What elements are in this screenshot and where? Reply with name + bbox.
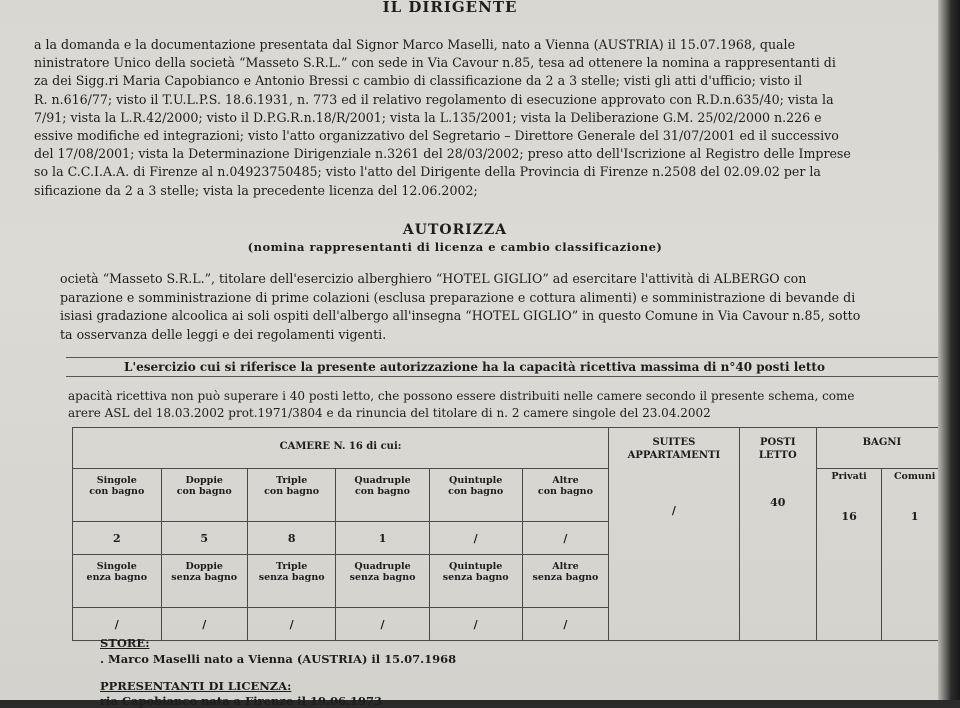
capacity-note-line: apacità ricettiva non può superare i 40 posti letto, che possono essere distribuiti nelle camere secondo il presente schema, come [68,389,855,403]
suites-header: SUITES APPARTAMENTI [627,437,721,461]
room-type-label: Singole enza bagno [73,555,162,608]
comuni-value: 1 [910,510,919,523]
capacity-box [66,357,946,377]
preamble-line: R. n.616/77; visto il T.U.L.P.S. 18.6.1931, n. 773 ed il relativo regolamento di esecuzione approvato con R.D.n.635/40; vista la [34,91,834,107]
room-type-label: Quintuple senza bagno [429,555,522,608]
body-line: parazione e somministrazione di prime colazioni (esclusa preparazione e cottura alimenti) e somministrazione di bevande di [60,289,856,305]
suites-value: / [671,504,676,517]
body-paragraph [60,270,860,344]
preamble-line: sificazione da 2 a 3 stelle; vista la precedente licenza del 12.06.2002; [34,182,478,198]
room-type-label: Doppie senza bagno [161,555,247,608]
preamble-line: 7/91; vista la L.R.42/2000; visto il D.P.G.R.n.18/R/2001; vista la L.135/2001; vista la Deliberazione G.M. 25/02/2000 n.226 e [34,109,822,125]
document-heading: IL DIRIGENTE [382,0,518,16]
room-type-label: Altre senza bagno [522,555,608,608]
room-count: / [161,608,247,641]
preamble-line: za dei Sigg.ri Maria Capobianco e Antonio Bressi c cambio di classificazione da 2 a 3 stelle; visti gli atti d'ufficio; visto il [34,73,803,89]
room-count: / [247,608,336,641]
room-count: / [336,608,429,641]
body-line: isiasi gradazione alcoolica ai soli ospiti dell'albergo all'insegna “HOTEL GIGLIO” in questo Comune in Via Cavour n.85, sotto [60,308,861,323]
preamble-line: a la domanda e la documentazione presentata dal Signor Marco Maselli, nato a Vienna (AUSTRIA) il 15.07.1968, quale [34,37,796,52]
suites-header-cell [609,428,740,641]
privati-cell [816,469,882,641]
privati-value: 16 [841,510,857,523]
rappresentanti-label: PPRESENTANTI DI LICENZA: [100,679,292,693]
posti-value: 40 [770,496,786,509]
preamble-line: ninistratore Unico della società “Masseto S.R.L.” con sede in Via Cavour n.85, tesa ad ottenere la nomina a rappresentanti di [34,55,836,71]
body-line: ocietà “Masseto S.R.L.”, titolare dell'esercizio alberghiero “HOTEL GIGLIO” ad esercitare l'attività di ALBERGO con [60,271,807,286]
room-type-label: Triple con bagno [247,469,336,522]
camere-header: CAMERE N. 16 di cui: [73,428,609,469]
room-count: 1 [336,522,429,555]
body-line: ta osservanza delle leggi e dei regolamenti vigenti. [60,326,387,342]
store-label: STORE: [100,636,150,650]
room-count: / [429,608,522,641]
preamble-line: so la C.C.I.A.A. di Firenze al n.04923750485; visto l'atto del Dirigente della Provincia di Firenze n.2508 del 02.09.02 per la [34,164,821,180]
posti-header-cell [739,428,816,641]
capacity-note [68,388,855,422]
rappresentanti-value: ria Capobianco nata a Firenze il 19.06.1973 [100,694,383,708]
room-type-label: Altre con bagno [522,469,608,522]
comuni-header: Comuni [893,471,936,482]
room-count: / [429,522,522,555]
store-value: . Marco Maselli nato a Vienna (AUSTRIA) il 15.07.1968 [100,652,457,666]
room-type-label: Doppie con bagno [161,469,247,522]
capacity-note-line: arere ASL del 18.03.2002 prot.1971/3804 e da rinuncia del titolare di n. 2 camere singole del 23.04.2002 [68,406,711,420]
autorizza-title: AUTORIZZA [402,222,508,238]
room-type-label: Triple senza bagno [247,555,336,608]
rooms-table [72,427,948,641]
capacity-box-text: L'esercizio cui si riferisce la presente autorizzazione ha la capacità ricettiva massima di n°40 posti letto [124,360,825,374]
room-count: 5 [161,522,247,555]
room-count: / [522,608,608,641]
room-count: / [73,608,162,641]
preamble-line: del 17/08/2001; vista la Determinazione Dirigenziale n.3261 del 28/03/2002; preso atto dell'Iscrizione al Registro delle Imprese [34,146,851,162]
room-type-label: Quadruple senza bagno [336,555,429,608]
autorizza-subtitle: (nomina rappresentanti di licenza e cambio classificazione) [247,240,663,254]
bagni-header: BAGNI [816,428,947,469]
privati-header: Privati [831,471,867,482]
room-count: 2 [73,522,162,555]
room-type-label: Quintuple con bagno [429,469,522,522]
preamble-line: essive modifiche ed integrazioni; visto l'atto organizzativo del Segretario – Direttore Generale del 31/07/2001 ed il successivo [34,128,839,144]
room-type-label: Quadruple con bagno [336,469,429,522]
page-edge-shadow [938,0,960,700]
preamble-paragraph [34,36,851,200]
room-type-label: Singole con bagno [73,469,162,522]
room-count: / [522,522,608,555]
posti-header: POSTI LETTO [758,437,797,461]
room-count: 8 [247,522,336,555]
